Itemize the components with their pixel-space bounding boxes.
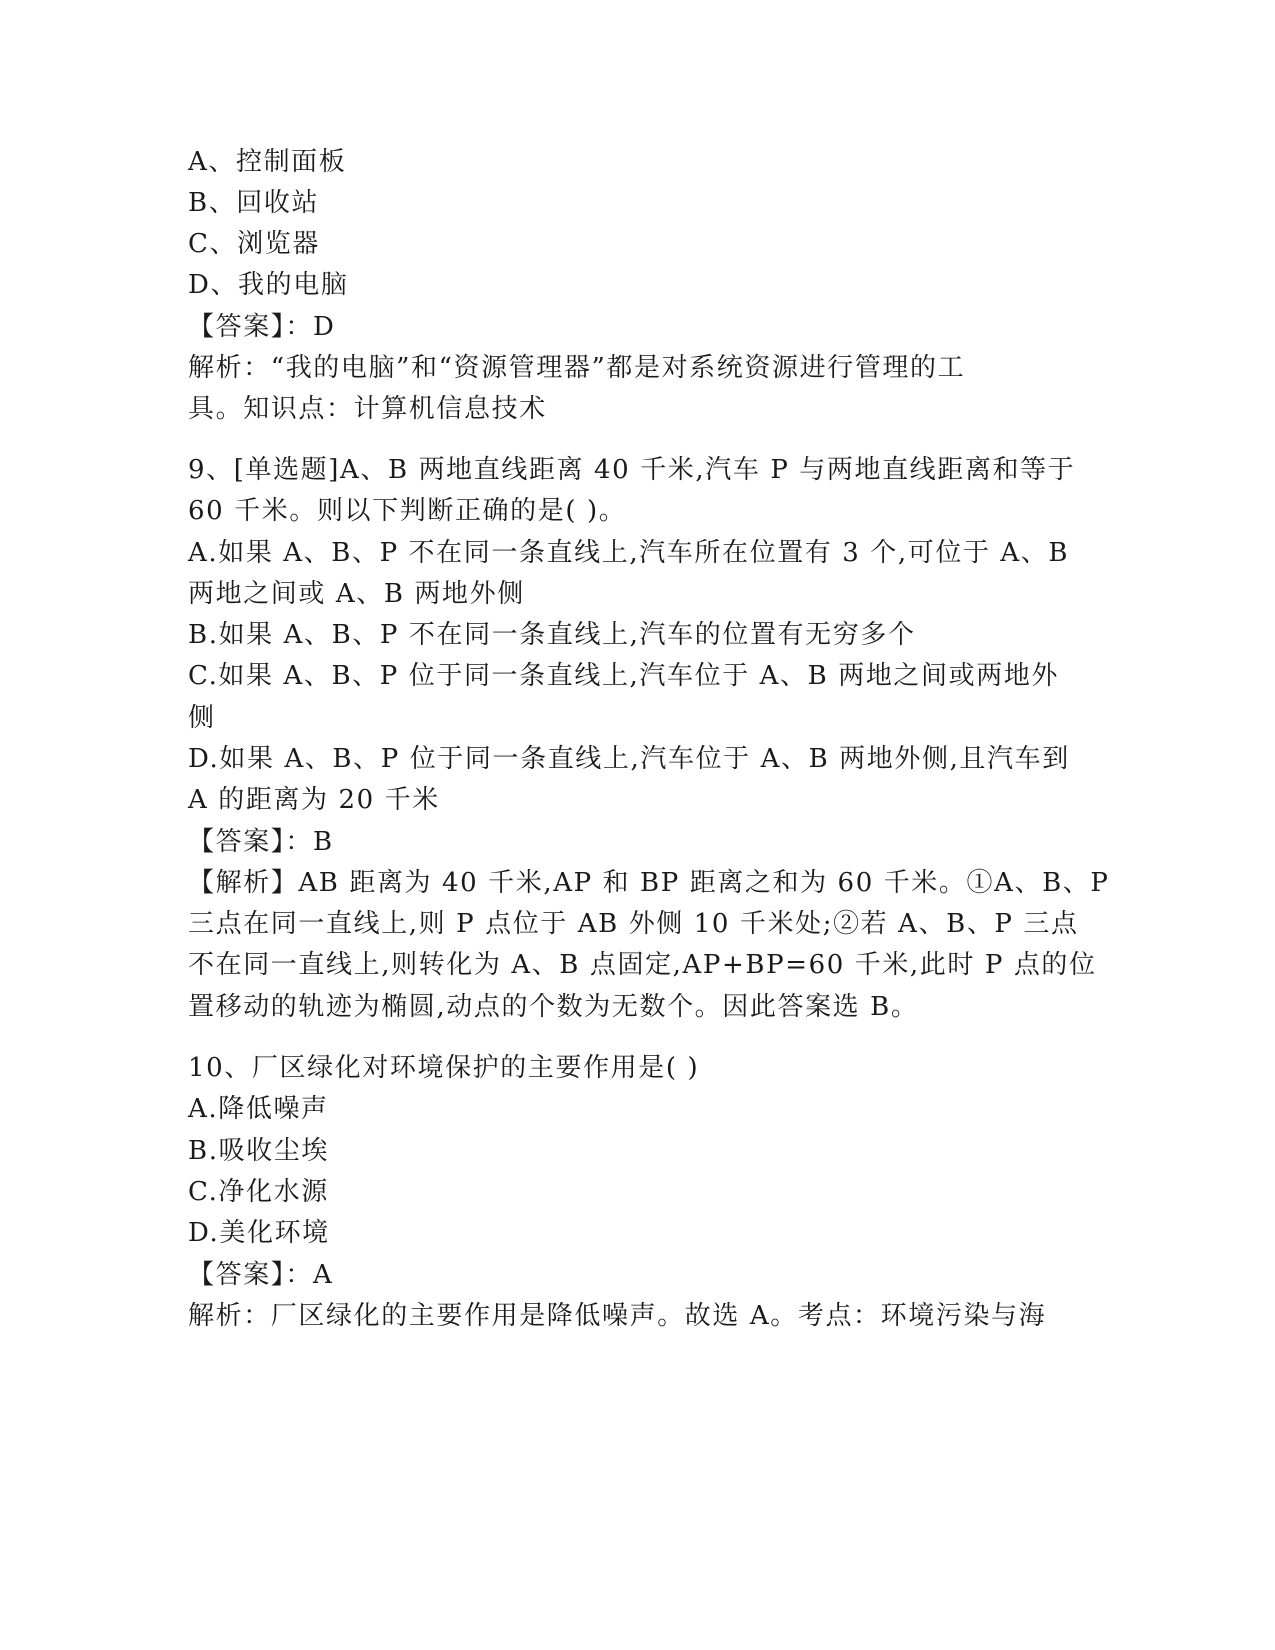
q8-analysis-line-1: 解析：“我的电脑”和“资源管理器”都是对系统资源进行管理的工 xyxy=(188,353,966,383)
q8-option-c: C、浏览器 xyxy=(188,229,320,259)
q9-question-line-1: 9、[单选题]A、B 两地直线距离 40 千米,汽车 P 与两地直线距离和等于 xyxy=(188,455,1076,485)
q9-option-a-line-1: A.如果 A、B、P 不在同一条直线上,汽车所在位置有 3 个,可位于 A、B xyxy=(188,538,1070,568)
q9-analysis-line-4: 置移动的轨迹为椭圆,动点的个数为无数个。因此答案选 B。 xyxy=(188,992,919,1022)
q8-option-b: B、回收站 xyxy=(188,188,320,218)
q8-answer: 【答案】：D xyxy=(188,312,336,342)
q8-option-d: D、我的电脑 xyxy=(188,270,349,300)
q9-analysis-line-1: 【解析】AB 距离为 40 千米,AP 和 BP 距离之和为 60 千米。①A、B、P xyxy=(188,868,1110,898)
q9-option-a-line-2: 两地之间或 A、B 两地外侧 xyxy=(188,579,525,609)
q9-option-c-line-1: C.如果 A、B、P 位于同一条直线上,汽车位于 A、B 两地之间或两地外 xyxy=(188,661,1060,691)
q10-option-a: A.降低噪声 xyxy=(188,1094,329,1124)
q10-analysis-line-1: 解析：厂区绿化的主要作用是降低噪声。故选 A。考点：环境污染与海 xyxy=(188,1301,1047,1331)
q9-option-b: B.如果 A、B、P 不在同一条直线上,汽车的位置有无穷多个 xyxy=(188,620,916,650)
q9-option-c-line-2: 侧 xyxy=(188,703,216,733)
q8-option-a: A、控制面板 xyxy=(188,147,347,177)
q10-answer: 【答案】：A xyxy=(188,1260,334,1290)
q9-analysis-line-3: 不在同一直线上,则转化为 A、B 点固定,AP+BP=60 千米,此时 P 点的位 xyxy=(188,950,1097,980)
q9-option-d-line-2: A 的距离为 20 千米 xyxy=(188,785,440,815)
q10-option-b: B.吸收尘埃 xyxy=(188,1136,329,1166)
q9-option-d-line-1: D.如果 A、B、P 位于同一条直线上,汽车位于 A、B 两地外侧,且汽车到 xyxy=(188,744,1070,774)
q8-analysis-line-2: 具。知识点：计算机信息技术 xyxy=(188,394,547,424)
q10-option-d: D.美化环境 xyxy=(188,1218,330,1248)
q9-question-line-2: 60 千米。则以下判断正确的是( )。 xyxy=(188,496,627,526)
q9-analysis-line-2: 三点在同一直线上,则 P 点位于 AB 外侧 10 千米处;②若 A、B、P 三点 xyxy=(188,909,1079,939)
q9-answer: 【答案】：B xyxy=(188,827,334,857)
q10-option-c: C.净化水源 xyxy=(188,1177,329,1207)
q10-question: 10、厂区绿化对环境保护的主要作用是( ) xyxy=(188,1053,700,1083)
